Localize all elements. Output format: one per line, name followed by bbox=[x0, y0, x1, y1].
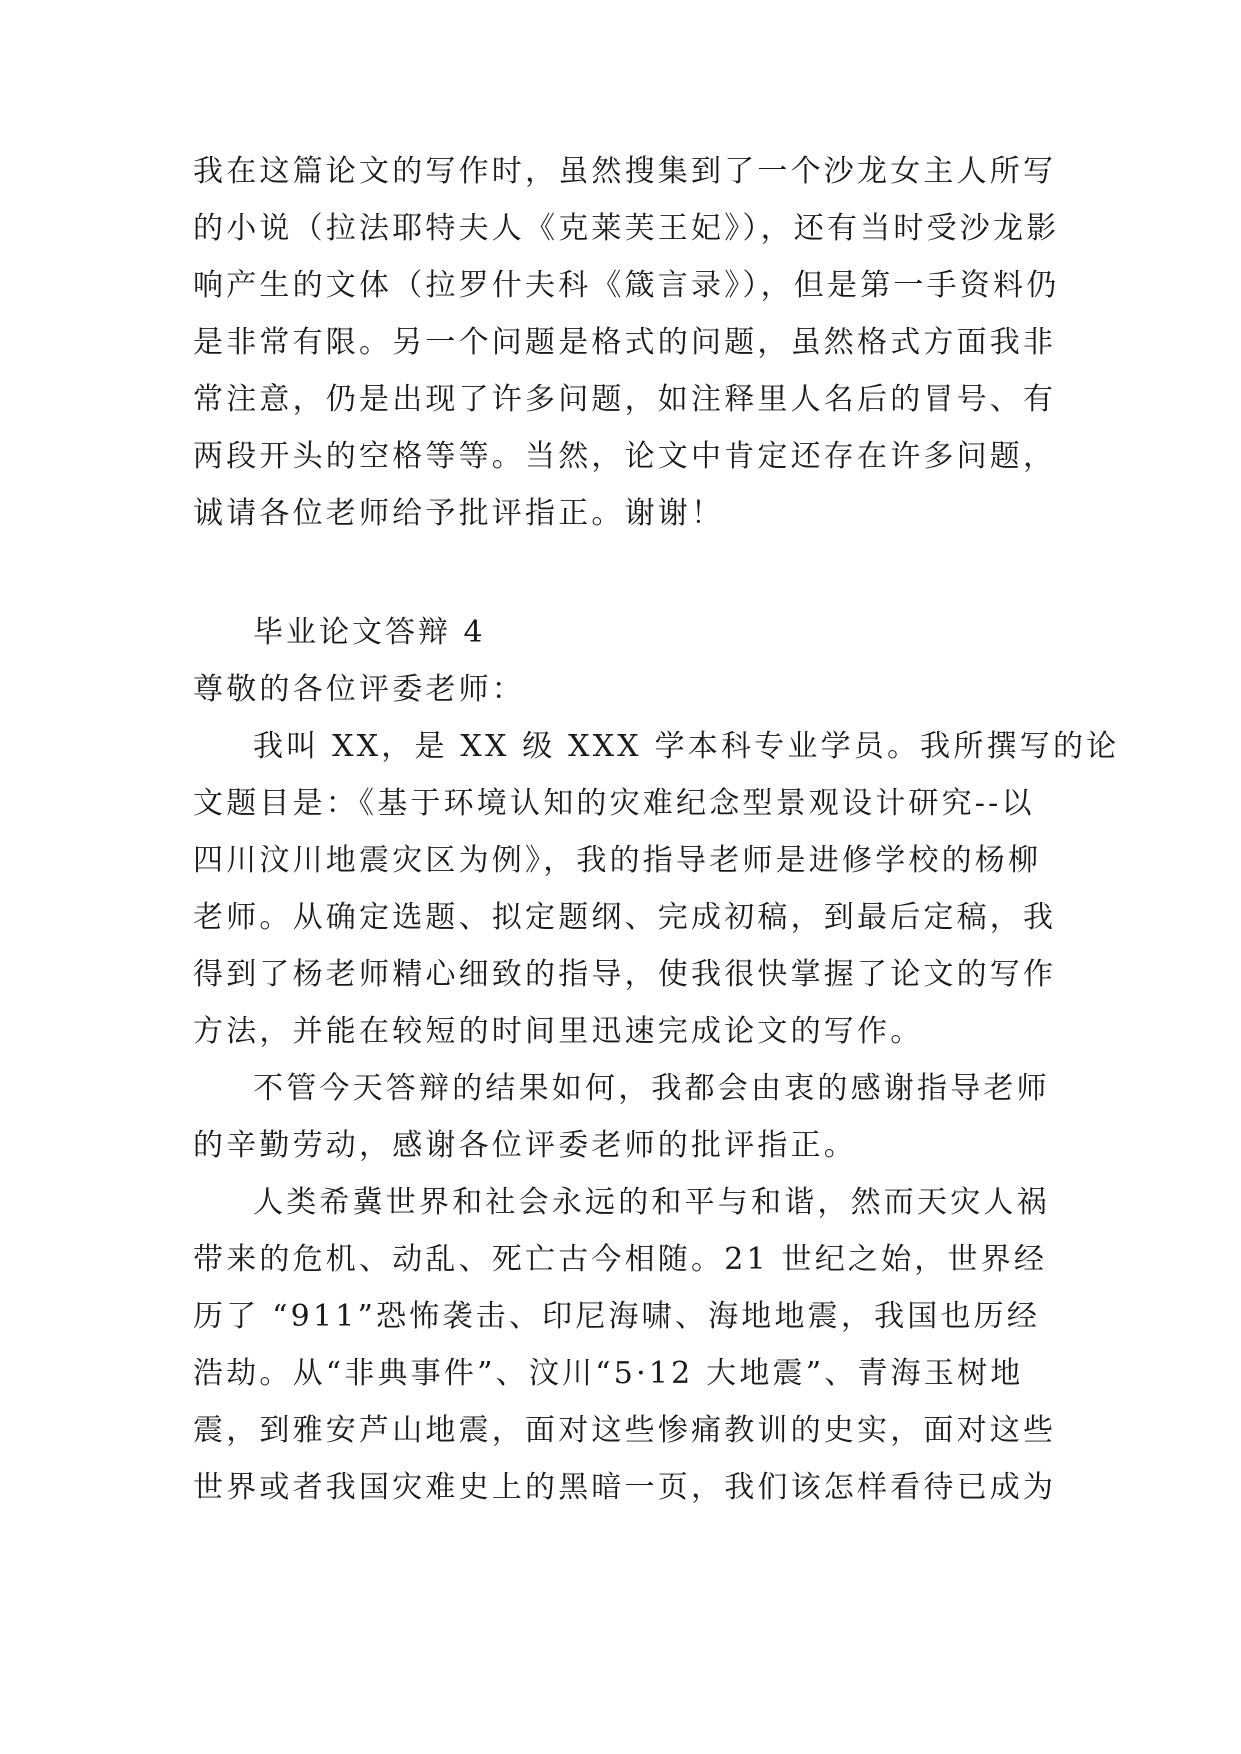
paragraph-line: 是非常有限。另一个问题是格式的问题，虽然格式方面我非 bbox=[193, 325, 1057, 360]
section-heading: 毕业论文答辩 4 bbox=[253, 615, 486, 650]
paragraph-line: 人类希冀世界和社会永远的和平与和谐，然而天灾人祸 bbox=[253, 1185, 1050, 1220]
paragraph-line: 得到了杨老师精心细致的指导，使我很快掌握了论文的写作 bbox=[193, 957, 1057, 992]
salutation: 尊敬的各位评委老师： bbox=[193, 672, 525, 707]
paragraph-line: 震，到雅安芦山地震，面对这些惨痛教训的史实，面对这些 bbox=[193, 1413, 1057, 1448]
paragraph-line: 带来的危机、动乱、死亡古今相随。21 世纪之始，世界经 bbox=[193, 1242, 1048, 1277]
paragraph-line: 浩劫。从“非典事件”、汶川“5·12 大地震”、青海玉树地 bbox=[193, 1356, 1024, 1391]
paragraph-line: 四川汶川地震灾区为例》，我的指导老师是进修学校的杨柳 bbox=[193, 843, 1042, 878]
paragraph-line: 我在这篇论文的写作时，虽然搜集到了一个沙龙女主人所写 bbox=[193, 154, 1057, 189]
paragraph-line: 我叫 XX，是 XX 级 XXX 学本科专业学员。我所撰写的论 bbox=[253, 729, 1120, 764]
paragraph-line: 的辛勤劳动，感谢各位评委老师的批评指正。 bbox=[193, 1128, 857, 1163]
paragraph-line: 老师。从确定选题、拟定题纲、完成初稿，到最后定稿，我 bbox=[193, 900, 1057, 935]
paragraph-line: 两段开头的空格等等。当然，论文中肯定还存在许多问题， bbox=[193, 439, 1057, 474]
paragraph-line: 文题目是：《基于环境认知的灾难纪念型景观设计研究--以 bbox=[193, 786, 1035, 821]
paragraph-line: 世界或者我国灾难史上的黑暗一页，我们该怎样看待已成为 bbox=[193, 1470, 1057, 1505]
paragraph-line: 常注意，仍是出现了许多问题，如注释里人名后的冒号、有 bbox=[193, 382, 1057, 417]
paragraph-line: 不管今天答辩的结果如何，我都会由衷的感谢指导老师 bbox=[253, 1071, 1050, 1106]
paragraph-line: 方法，并能在较短的时间里迅速完成论文的写作。 bbox=[193, 1014, 924, 1049]
paragraph-line: 诚请各位老师给予批评指正。谢谢！ bbox=[193, 496, 725, 531]
paragraph-line: 响产生的文体（拉罗什夫科《箴言录》），但是第一手资料仍 bbox=[193, 268, 1060, 303]
paragraph-line: 的小说（拉法耶特夫人《克莱芙王妃》），还有当时受沙龙影 bbox=[193, 211, 1060, 246]
paragraph-line: 历了 “911”恐怖袭击、印尼海啸、海地地震，我国也历经 bbox=[193, 1299, 1041, 1334]
